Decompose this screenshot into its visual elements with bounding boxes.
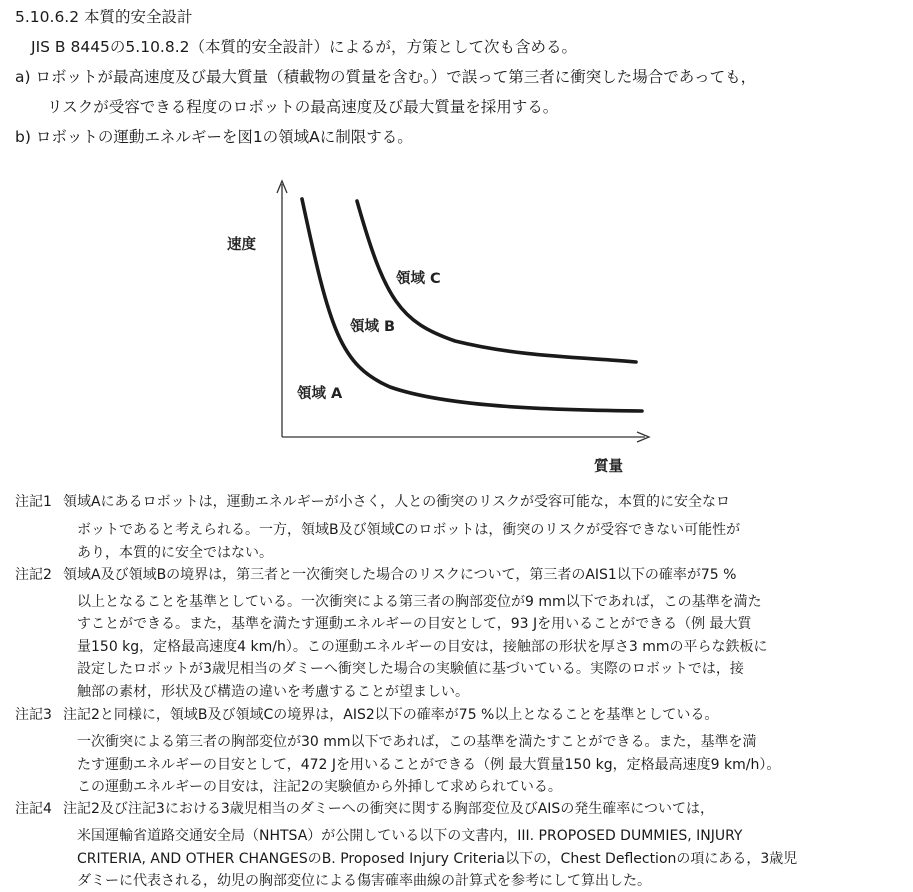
x-axis-label: 質量 xyxy=(594,459,623,475)
note-2-line-2: 以上となることを基準としている。一次衝突による第三者の胸部変位が9 mm以下であれば，この基準を満た xyxy=(77,594,762,610)
note-3-line-2: 一次衝突による第三者の胸部変位が30 mm以下であれば，この基準を満たすことができる。また，基準を満 xyxy=(77,734,757,750)
note-4-line-4: ダミーに代表される，幼児の胸部変位による傷害確率曲線の計算式を参考にして算出した。 xyxy=(77,873,651,889)
note-1-line-2: ボットであると考えられる。一方，領域B及び領域Cのロボットは，衝突のリスクが受容できない可能性が xyxy=(77,522,741,538)
item-a-line-2: リスクが受容できる程度のロボットの最高速度及び最大質量を採用する。 xyxy=(47,98,559,116)
note-2-line-1: 領域A及び領域Bの境界は，第三者と一次衝突した場合のリスクについて，第三者のAIS1以下の確率が75 % xyxy=(63,567,737,583)
note-4-line-2: 米国運輸省道路交通安全局（NHTSA）が公開している以下の文書内，III. PROPOSED DUMMIES, INJURY xyxy=(77,828,743,844)
note-3-line-1: 注記2と同様に，領域B及び領域Cの境界は，AIS2以下の確率が75 %以上となることを基準としている。 xyxy=(63,707,719,723)
note-1-line-3: あり，本質的に安全ではない。 xyxy=(77,545,273,561)
section-intro: JIS B 8445の5.10.8.2（本質的安全設計）によるが，方策として次も含める。 xyxy=(31,38,578,56)
note-1-line-1: 領域Aにあるロボットは，運動エネルギーが小さく，人との衝突のリスクが受容可能な，本質的に安全なロ xyxy=(63,494,731,510)
note-3-label: 注記3 xyxy=(15,707,52,723)
note-2-label: 注記2 xyxy=(15,567,52,583)
region-c-label: 領域 C xyxy=(396,271,441,287)
note-2-line-3: すことができる。また，基準を満たす運動エネルギーの目安として，93 Jを用いることができる（例 最大質 xyxy=(77,616,752,632)
boundary-curve-ab xyxy=(302,199,642,411)
note-4-label: 注記4 xyxy=(15,801,52,817)
item-a-line-1: a) ロボットが最高速度及び最大質量（積載物の質量を含む。）で誤って第三者に衝突した場合であっても， xyxy=(15,68,757,86)
note-4-line-3: CRITERIA, AND OTHER CHANGESのB. Proposed Injury Criteria以下の，Chest Deflectionの項にある，3歳児 xyxy=(77,851,798,867)
y-axis-label: 速度 xyxy=(227,237,256,253)
note-3-line-4: この運動エネルギーの目安は，注記2の実験値から外挿して求められている。 xyxy=(77,779,562,795)
note-2-line-6: 触部の素材，形状及び構造の違いを考慮することが望ましい。 xyxy=(77,684,469,700)
section-heading: 5.10.6.2 本質的安全設計 xyxy=(15,8,193,26)
note-2-line-4: 量150 kg，定格最高速度4 km/h）。この運動エネルギーの目安は，接触部の形状を厚さ3 mmの平らな鉄板に xyxy=(77,639,768,655)
note-2-line-5: 設定したロボットが3歳児相当のダミーへ衝突した場合の実験値に基づいている。実際のロボットでは，接 xyxy=(77,661,744,677)
region-b-label: 領域 B xyxy=(350,319,396,335)
region-a-label: 領域 A xyxy=(297,386,343,402)
note-3-line-3: たす運動エネルギーの目安として，472 Jを用いることができる（例 最大質量150 kg，定格最高速度9 km/h）。 xyxy=(77,757,781,773)
item-b: b) ロボットの運動エネルギーを図1の領域Aに制限する。 xyxy=(15,128,413,146)
note-1-label: 注記1 xyxy=(15,494,52,510)
note-4-line-1: 注記2及び注記3における3歳児相当のダミーへの衝突に関する胸部変位及びAISの発生確率については， xyxy=(63,801,715,817)
